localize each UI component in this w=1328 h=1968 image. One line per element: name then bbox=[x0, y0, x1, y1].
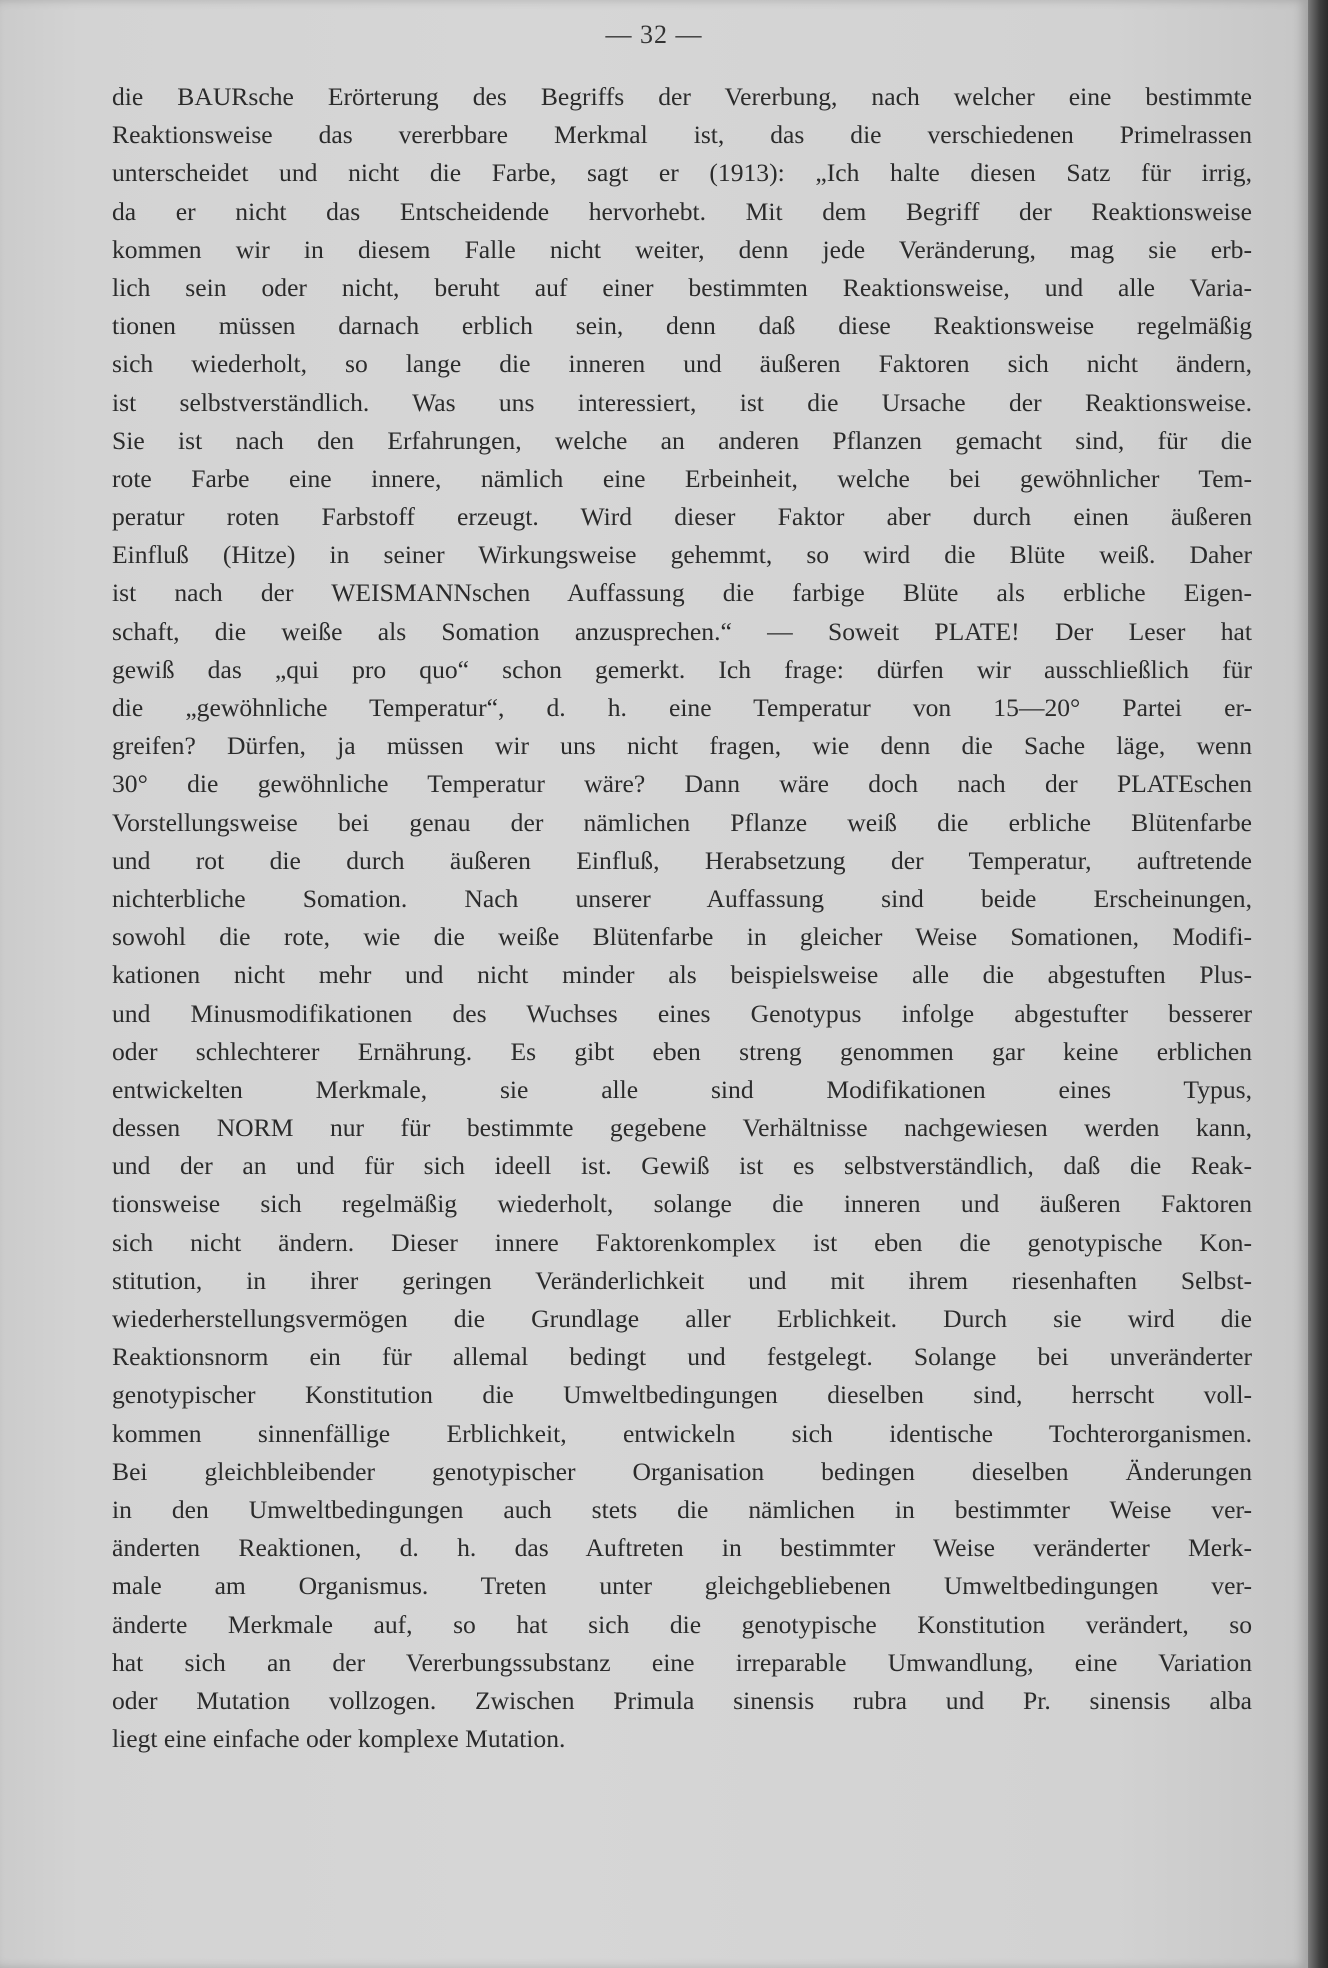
body-text bbox=[112, 78, 1252, 1758]
text-line: tionen müssen darnach erblich sein, denn daß diese Reaktionsweise regelmäßig bbox=[112, 311, 1252, 341]
text-line: Reaktionsnorm ein für allemal bedingt und festgelegt. Solange bei unveränderter bbox=[112, 1342, 1252, 1372]
text-line: 30° die gewöhnliche Temperatur wäre? Dann wäre doch nach der PLATEschen bbox=[112, 769, 1252, 799]
text-line: sowohl die rote, wie die weiße Blütenfarbe in gleicher Weise Somationen, Modifi- bbox=[112, 922, 1252, 952]
text-line: sich wiederholt, so lange die inneren und äußeren Faktoren sich nicht ändern, bbox=[112, 349, 1252, 379]
text-line: oder Mutation vollzogen. Zwischen Primula sinensis rubra und Pr. sinensis alba bbox=[112, 1685, 1252, 1715]
text-line: gewiß das „qui pro quo“ schon gemerkt. Ich frage: dürfen wir ausschließlich für bbox=[112, 654, 1252, 684]
text-line: sich nicht ändern. Dieser innere Faktorenkomplex ist eben die genotypische Kon- bbox=[112, 1227, 1252, 1257]
text-line: kommen wir in diesem Falle nicht weiter, denn jede Veränderung, mag sie erb- bbox=[112, 234, 1252, 264]
text-line: peratur roten Farbstoff erzeugt. Wird dieser Faktor aber durch einen äußeren bbox=[112, 502, 1252, 532]
page-number: — 32 — bbox=[605, 20, 703, 49]
text-line: und Minusmodifikationen des Wuchses eines Genotypus infolge abgestufter besserer bbox=[112, 998, 1252, 1028]
text-line: Einfluß (Hitze) in seiner Wirkungsweise gehemmt, so wird die Blüte weiß. Daher bbox=[112, 540, 1252, 570]
text-line: da er nicht das Entscheidende hervorhebt. Mit dem Begriff der Reaktionsweise bbox=[112, 196, 1252, 226]
text-line: ist selbstverständlich. Was uns interessiert, ist die Ursache der Reaktionsweise. bbox=[112, 387, 1252, 417]
text-line: änderte Merkmale auf, so hat sich die genotypische Konstitution verändert, so bbox=[112, 1609, 1252, 1639]
text-line: und der an und für sich ideell ist. Gewiß ist es selbstverständlich, daß die Reak- bbox=[112, 1151, 1252, 1181]
text-line: entwickelten Merkmale, sie alle sind Modifikationen eines Typus, bbox=[112, 1074, 1252, 1104]
text-line: tionsweise sich regelmäßig wiederholt, solange die inneren und äußeren Faktoren bbox=[112, 1189, 1252, 1219]
text-line: dessen NORM nur für bestimmte gegebene Verhältnisse nachgewiesen werden kann, bbox=[112, 1113, 1252, 1143]
text-line: stitution, in ihrer geringen Veränderlichkeit und mit ihrem riesenhaften Selbst- bbox=[112, 1265, 1252, 1295]
text-line: unterscheidet und nicht die Farbe, sagt er (1913): „Ich halte diesen Satz für irrig, bbox=[112, 158, 1252, 188]
text-line: schaft, die weiße als Somation anzusprechen.“ — Soweit PLATE! Der Leser hat bbox=[112, 616, 1252, 646]
text-line: Bei gleichbleibender genotypischer Organisation bedingen dieselben Änderungen bbox=[112, 1456, 1252, 1486]
text-line: ist nach der WEISMANNschen Auffassung die farbige Blüte als erbliche Eigen- bbox=[112, 578, 1252, 608]
text-line: rote Farbe eine innere, nämlich eine Erbeinheit, welche bei gewöhnlicher Tem- bbox=[112, 463, 1252, 493]
text-line: nichterbliche Somation. Nach unserer Auffassung sind beide Erscheinungen, bbox=[112, 883, 1252, 913]
text-line: kationen nicht mehr und nicht minder als beispielsweise alle die abgestuften Plus- bbox=[112, 960, 1252, 990]
text-line: in den Umweltbedingungen auch stets die nämlichen in bestimmter Weise ver- bbox=[112, 1494, 1252, 1524]
text-line: änderten Reaktionen, d. h. das Auftreten in bestimmter Weise veränderter Merk- bbox=[112, 1533, 1252, 1563]
text-line: die BAURsche Erörterung des Begriffs der Vererbung, nach welcher eine bestimmte bbox=[112, 82, 1252, 111]
text-line: liegt eine einfache oder komplexe Mutation. bbox=[112, 1724, 566, 1754]
text-line: oder schlechterer Ernährung. Es gibt eben streng genommen gar keine erblichen bbox=[112, 1036, 1252, 1066]
text-line: hat sich an der Vererbungssubstanz eine irreparable Umwandlung, eine Variation bbox=[112, 1647, 1252, 1677]
text-line: genotypischer Konstitution die Umweltbedingungen dieselben sind, herrscht voll- bbox=[112, 1380, 1252, 1410]
text-line: Sie ist nach den Erfahrungen, welche an anderen Pflanzen gemacht sind, für die bbox=[112, 425, 1252, 455]
text-line: Vorstellungsweise bei genau der nämlichen Pflanze weiß die erbliche Blütenfarbe bbox=[112, 807, 1252, 837]
text-line: lich sein oder nicht, beruht auf einer bestimmten Reaktionsweise, und alle Varia- bbox=[112, 272, 1252, 302]
text-line: male am Organismus. Treten unter gleichgebliebenen Umweltbedingungen ver- bbox=[112, 1571, 1252, 1601]
text-line: Reaktionsweise das vererbbare Merkmal ist, das die verschiedenen Primelrassen bbox=[112, 120, 1252, 150]
page-edge-shadow bbox=[1308, 0, 1328, 1968]
text-line: kommen sinnenfällige Erblichkeit, entwickeln sich identische Tochterorganismen. bbox=[112, 1418, 1252, 1448]
text-line: greifen? Dürfen, ja müssen wir uns nicht fragen, wie denn die Sache läge, wenn bbox=[112, 731, 1252, 761]
text-line: wiederherstellungsvermögen die Grundlage aller Erblichkeit. Durch sie wird die bbox=[112, 1304, 1252, 1333]
text-line: die „gewöhnliche Temperatur“, d. h. eine Temperatur von 15—20° Partei er- bbox=[112, 693, 1252, 722]
text-line: und rot die durch äußeren Einfluß, Herabsetzung der Temperatur, auftretende bbox=[112, 845, 1252, 875]
